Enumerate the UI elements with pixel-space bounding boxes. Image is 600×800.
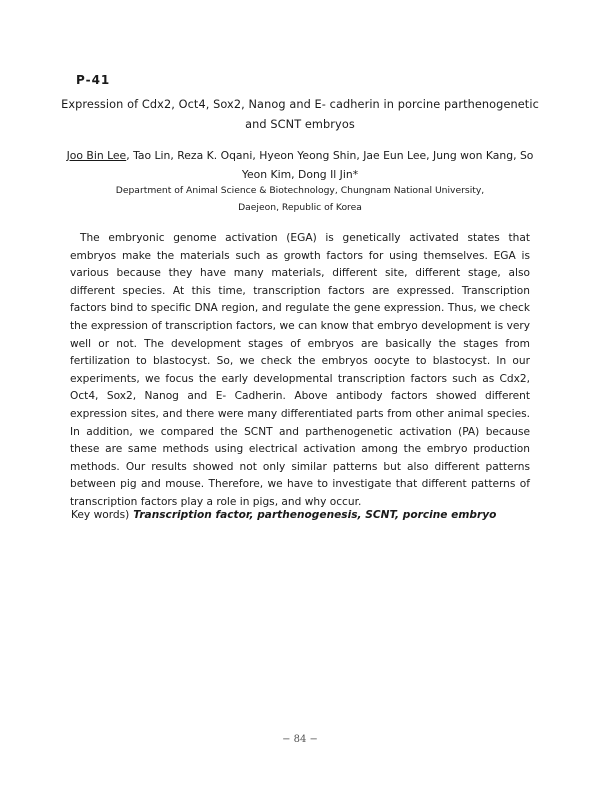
poster-id: P-41 — [76, 73, 111, 87]
co-authors: , Tao Lin, Reza K. Oqani, Hyeon Yeong Shin, Jae Eun Lee, Jung won Kang, So Yeon Kim, Dong Il Jin* — [126, 149, 534, 181]
keywords-label: Key words) — [71, 509, 130, 521]
affiliation-line-1: Department of Animal Science & Biotechnology, Chungnam National University, — [115, 185, 485, 196]
abstract-body: The embryonic genome activation (EGA) is genetically activated states that embryos make the materials such as growth factors for using themselves. EGA is various because they have many materials, different site, different stage, also different species. At this time, transcription factors are expressed. Transcription factors bind to specific DNA region, and regulate the gene expression. Thus, we check the expression of transcription factors, we can know that embryo development is very well or not. The development stages of embryos are basically the stages from fertilization to blastocyst. So, we check the embryos oocyte to blastocyst. In our experiments, we focus the early developmental transcription factors such as Cdx2, Oct4, Sox2, Nanog and E- Cadherin. Above antibody factors showed different expression sites, and there were many differentiated parts from other animal species. In addition, we compared the SCNT and parthenogenetic activation (PA) because these are same methods using electrical activation among the embryo production methods. Our results showed not only similar patterns but also different patterns between pig and mouse. Therefore, we have to investigate that different patterns of transcription factors play a role in pigs, and why occur. — [70, 232, 530, 508]
page-number: − 84 − — [282, 734, 318, 745]
affiliation-line-2: Daejeon, Republic of Korea — [238, 202, 362, 213]
keywords-values: Transcription factor, parthenogenesis, SCNT, porcine embryo — [133, 509, 497, 521]
keywords — [71, 507, 531, 524]
abstract-title: Expression of Cdx2, Oct4, Sox2, Nanog and E- cadherin in porcine parthenogenetic and SCNT embryos — [61, 98, 539, 131]
presenting-author: Joo Bin Lee — [66, 149, 127, 162]
affiliation — [70, 182, 530, 216]
author-list — [62, 146, 538, 184]
